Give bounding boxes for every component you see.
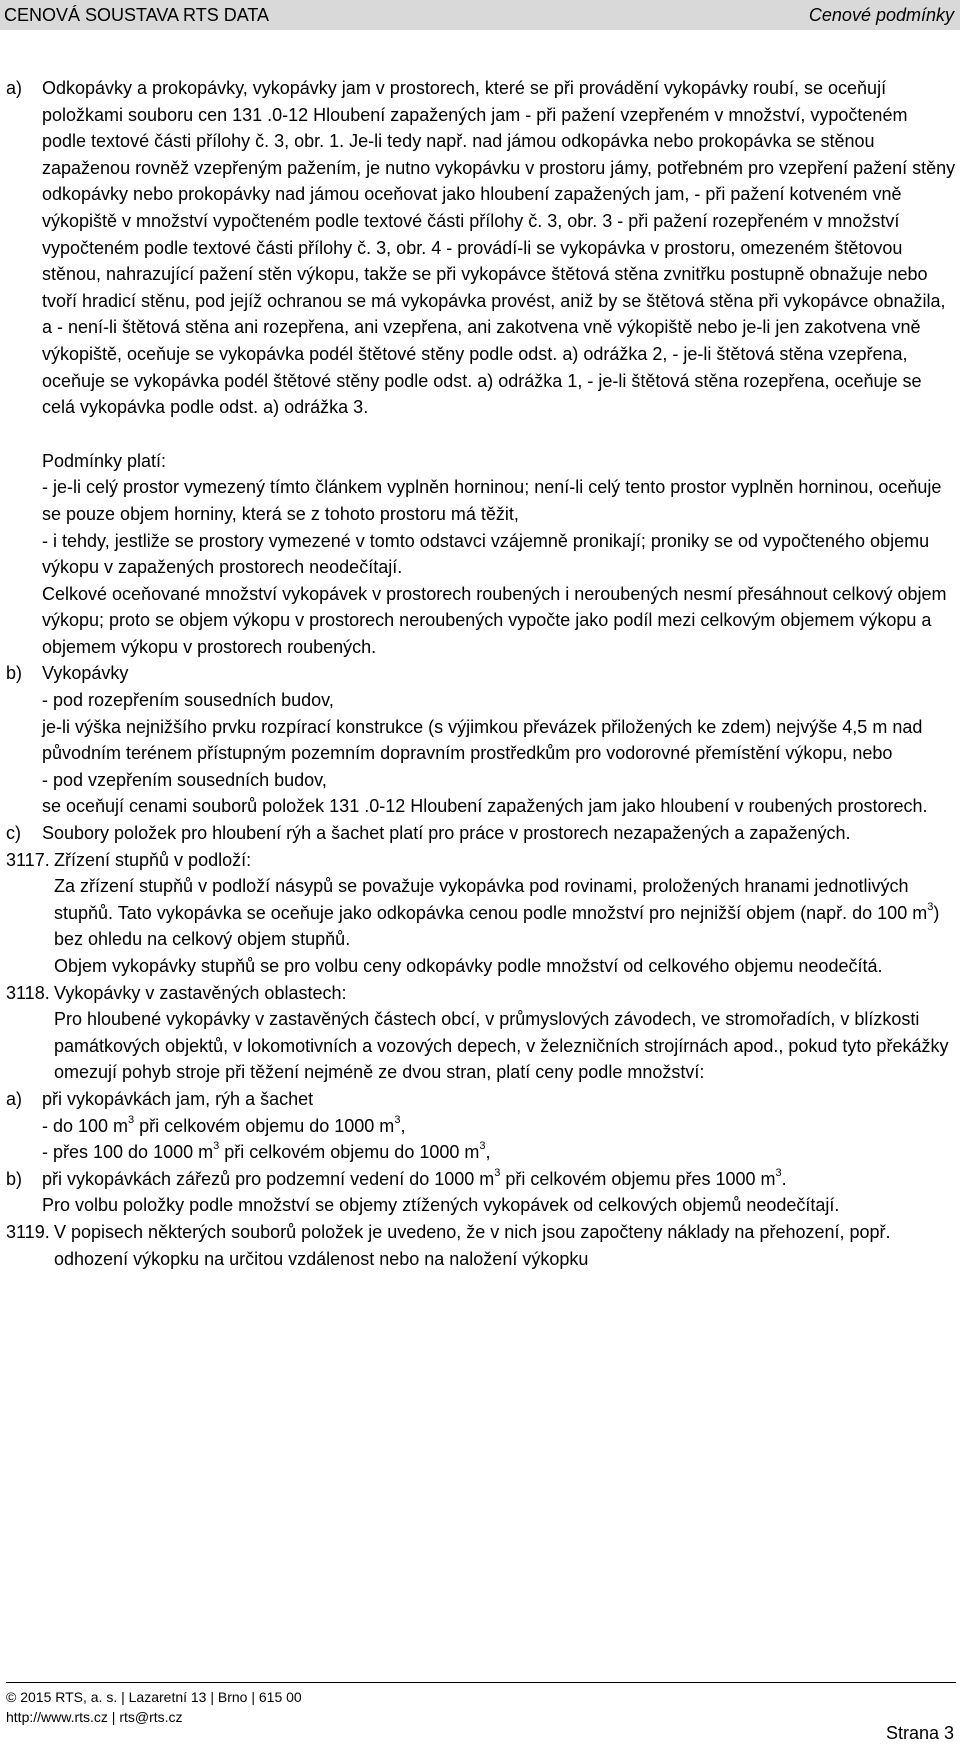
section-b-line-4: se oceňují cenami souborů položek 131 .0-12 Hloubení zapažených jam jako hloubení v roubených prostorech. [42, 796, 928, 817]
section-b [6, 660, 956, 687]
page-number: Strana 3 [885, 1723, 954, 1743]
section-c-text: Soubory položek pro hloubení rýh a šachet platí pro práce v prostorech nezapažených a zapažených. [42, 823, 851, 844]
item-a-line-2: - přes 100 do 1000 $m^3$ při celkovém objemu do 1000 $m^3$, [42, 1140, 491, 1163]
header-title: CENOVÁ SOUSTAVA RTS DATA [4, 5, 270, 25]
section-b-title: Vykopávky [42, 663, 129, 684]
article-3117-paragraph-2: Objem vykopávky stupňů se pro volbu ceny odkopávky podle množství od celkového objemu neodečítá. [54, 956, 883, 976]
condition-1: - je-li celý prostor vymezený tímto článkem vyplněn horninou; není-li celý tento prostor vyplněn horninou, oceňuje se pouze objem horniny, která se z tohoto prostoru má těžit, [42, 477, 942, 524]
footer-address: © 2015 RTS, a. s. | Lazaretní 13 | Brno | 615 00 [6, 1689, 302, 1705]
article-3119 [6, 1219, 956, 1272]
article-3119-text: V popisech některých souborů položek je uvedeno, že v nich jsou započteny náklady na přehození, popř. odhození výkopku na určitou vzdálenost nebo na naložení výkopku [54, 1221, 891, 1269]
page-footer [6, 1682, 956, 1727]
header-section: Cenové podmínky [808, 5, 954, 25]
page-header [0, 0, 960, 30]
section-b-marker: b) [6, 663, 23, 684]
section-a-text: Odkopávky a prokopávky, vykopávky jam v prostorech, které se při provádění vykopávky roubí, se oceňují položkami souboru cen 131 .0-12 Hloubení zapažených jam - při pažení vzepřeném v množství, vypočteném podle textové části přílohy č. 3, obr. 1. Je-li tedy např. nad jámou odkopávka nebo prokopávka se stěnou zapaženou rovněž vzepřeným pažením, je nutno vykopávku v prostoru jámy, potřebném pro vzepření pažení stěny odkopávky nebo prokopávky nad jámou oceňovat jako hloubení zapažených jam, - při pažení kotveném vně výkopiště v množství vypočteném podle textové části přílohy č. 3, obr. 3 - při pažení rozepřeném v množství vypočteném podle textové části přílohy č. 3, obr. 4 - provádí-li se vykopávka v prostoru, omezeném štětovou stěnou, nahrazující pažení stěn výkopu, takže se při vykopávce štětová stěna zvnitřku postupně obnažuje nebo tvoří hradicí stěnu, pod jejíž ochranou se má vykopávka provést, aniž by se štětová stěna při vykopávce obnažila, a - není-li štětová stěna ani rozepřena, ani vzepřena, ani zakotvena vně výkopiště nebo je-li jen zakotvena vně výkopiště, oceňuje se vykopávka podél štětové stěny podle odst. a) odrážka 2, - je-li štětová stěna vzepřena, oceňuje se vykopávka podél štětové stěny podle odst. a) odrážka 1, - je-li štětová stěna rozepřena, oceňuje se celá vykopávka podle odst. a) odrážka 3. [42, 78, 956, 418]
article-3119-number: 3119. [6, 1221, 50, 1242]
article-3118-item-a [6, 1086, 956, 1113]
section-a [6, 75, 956, 421]
section-b-line-3: - pod vzepřením sousedních budov, [42, 769, 327, 790]
spacer [6, 421, 956, 448]
document-body [6, 75, 956, 1272]
article-3118-number: 3118. [6, 982, 50, 1003]
article-3118 [6, 980, 956, 1007]
section-c-marker: c) [6, 823, 21, 844]
item-a-line-1: - do 100 $m^3$ při celkovém objemu do 1000 $m^3$, [42, 1113, 406, 1136]
section-a-marker: a) [6, 78, 23, 98]
conditions-title: Podmínky platí: [42, 450, 167, 471]
item-b-text: při vykopávkách zářezů pro podzemní vedení do 1000 $m^3$ při celkovém objemu přes 1000 $m^3$. [42, 1166, 787, 1189]
footer-contact: http://www.rts.cz | rts@rts.cz [6, 1709, 183, 1725]
condition-2: - i tehdy, jestliže se prostory vymezené v tomto odstavci vzájemně pronikají; proniky se od vypočteného objemu výkopu v zapažených prostorech neodečítají. [42, 530, 930, 578]
article-3118-item-b [6, 1166, 956, 1193]
item-a-marker: a) [6, 1088, 23, 1109]
article-3117-title: Zřízení stupňů v podloží: [54, 849, 252, 870]
item-a-title: při vykopávkách jam, rýh a šachet [42, 1088, 314, 1109]
article-3117-paragraph-1: Za zřízení stupňů v podloží násypů se považuje vykopávka pod rovinami, proložených hranami jednotlivých stupňů. Tato vykopávka se oceňuje jako odkopávka cenou podle množství pro nejnižší objem (např. do 100 $m^3$) bez ohledu na celkový objem stupňů. [54, 876, 940, 950]
article-3117-number: 3117. [6, 849, 50, 870]
article-3118-closing: Pro volbu položky podle množství se objemy ztížených vykopávek od celkových objemů neodečítají. [42, 1195, 840, 1216]
total-volume-note: Celkové oceňované množství vykopávek v prostorech roubených i neroubených nesmí přesáhnout celkový objem výkopu; proto se objem výkopu v prostorech neroubených vypočte jako podíl mezi celkovým objemem výkopu a objemem výkopu v prostorech roubených. [42, 583, 947, 657]
section-c [6, 820, 956, 847]
item-b-marker: b) [6, 1168, 23, 1189]
article-3117 [6, 847, 956, 874]
section-b-line-2: je-li výška nejnižšího prvku rozpírací konstrukce (s výjimkou převázek přiložených ke zdem) nejvýše 4,5 m nad původním terénem přístupným pozemním dopravním prostředkům pro vodorovné přemístění výkopu, nebo [42, 716, 923, 764]
section-b-line-1: - pod rozepřením sousedních budov, [42, 690, 334, 711]
article-3118-text: Pro hloubené vykopávky v zastavěných částech obcí, v průmyslových závodech, ve stromořadích, v blízkosti památkových objektů, v lokomotivních a vozových depech, v železničních strojírnách apod., pokud tyto překážky omezují pohyb stroje při těžení nejméně ze dvou stran, platí ceny podle množství: [54, 1009, 949, 1083]
article-3118-title: Vykopávky v zastavěných oblastech: [54, 982, 347, 1003]
